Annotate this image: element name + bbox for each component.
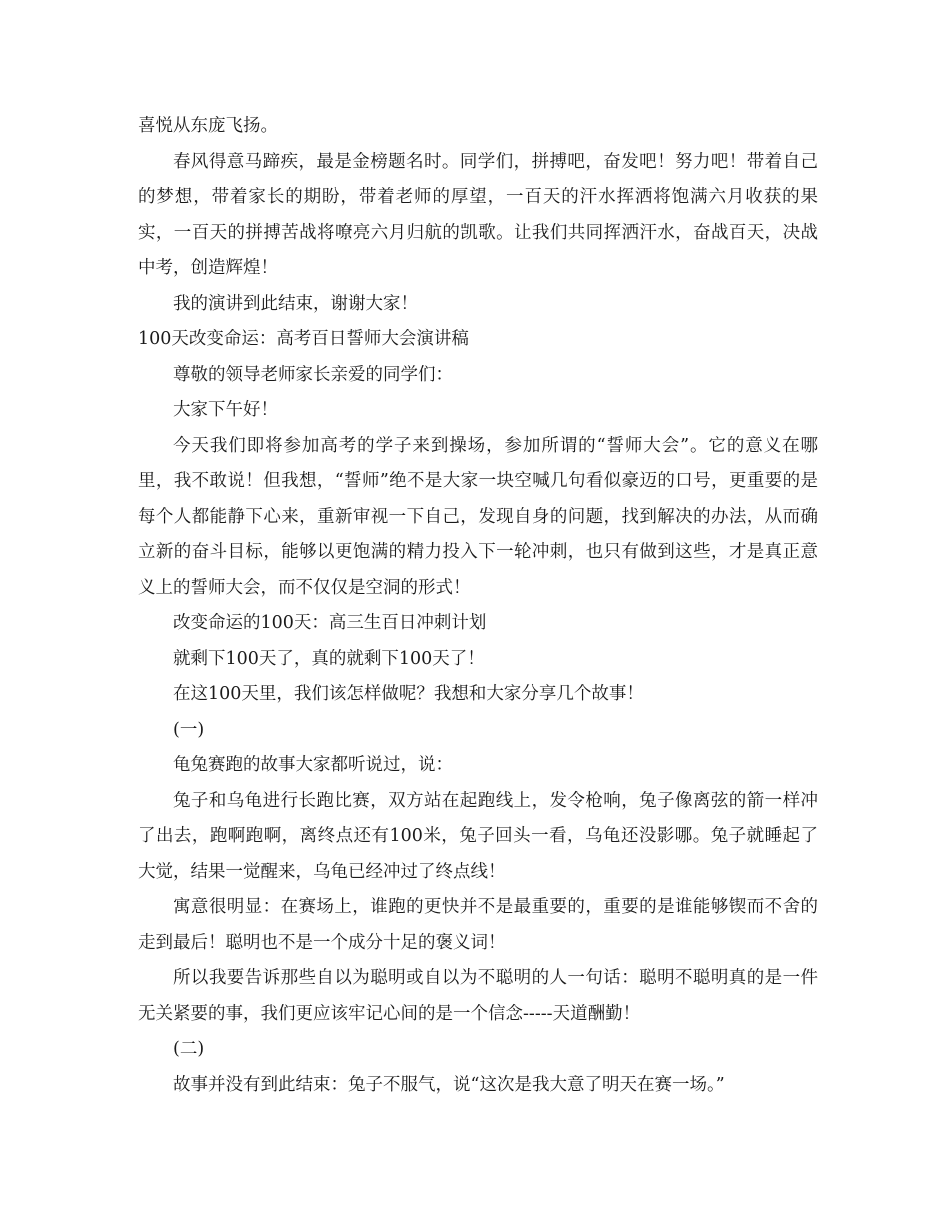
document-body: [138, 109, 818, 1103]
paragraph: 今天我们即将参加高考的学子来到操场，参加所谓的“誓师大会”。它的意义在哪里，我不敢说！但我想，“誓师”绝不是大家一块空喊几句看似豪迈的口号，更重要的是每个人都能静下心来，重新审视一下自己，发现自身的问题，找到解决的办法，从而确立新的奋斗目标，能够以更饱满的精力投入下一轮冲刺，也只有做到这些，才是真正意义上的誓师大会，而不仅仅是空洞的形式！: [138, 435, 818, 598]
story-number: (一): [173, 719, 205, 740]
paragraph: 我的演讲到此结束，谢谢大家！: [173, 293, 418, 314]
paragraph: 在这100天里，我们该怎样做呢？我想和大家分享几个故事！: [173, 684, 644, 704]
greeting: 大家下午好！: [173, 400, 278, 420]
paragraph: 寓意很明显：在赛场上，谁跑的更快并不是最重要的，重要的是谁能够锲而不舍的走到最后！聪明也不是一个成分十足的褒义词！: [138, 897, 818, 953]
paragraph: 喜悦从东庞飞扬。: [138, 116, 278, 136]
story-number: (二): [173, 1039, 205, 1059]
paragraph: 龟兔赛跑的故事大家都听说过，说：: [173, 755, 453, 775]
subheading: 改变命运的100天：高三生百日冲刺计划: [173, 613, 487, 633]
section-title: 100天改变命运：高考百日誓师大会演讲稿: [138, 329, 469, 349]
paragraph: 兔子和乌龟进行长跑比赛，双方站在起跑线上，发令枪响，兔子像离弦的箭一样冲了出去，跑啊跑啊，离终点还有100米，兔子回头一看，乌龟还没影哪。兔子就睡起了大觉，结果一觉醒来，乌龟已经冲过了终点线！: [138, 790, 818, 882]
paragraph: 故事并没有到此结束：兔子不服气，说“这次是我大意了明天在赛一场。”: [173, 1074, 725, 1095]
paragraph: 就剩下100天了，真的就剩下100天了！: [173, 648, 485, 669]
paragraph: 所以我要告诉那些自以为聪明或自以为不聪明的人一句话：聪明不聪明真的是一件无关紧要的事，我们更应该牢记心间的是一个信念-----天道酬勤！: [138, 968, 818, 1024]
paragraph: 春风得意马蹄疾，最是金榜题名时。同学们，拼搏吧，奋发吧！努力吧！带着自己的梦想，带着家长的期盼，带着老师的厚望，一百天的汗水挥洒将饱满六月收获的果实，一百天的拼搏苦战将嘹亮六月归航的凯歌。让我们共同挥洒汗水，奋战百天，决战中考，创造辉煌！: [138, 151, 818, 278]
salutation: 尊敬的领导老师家长亲爱的同学们：: [173, 364, 453, 385]
